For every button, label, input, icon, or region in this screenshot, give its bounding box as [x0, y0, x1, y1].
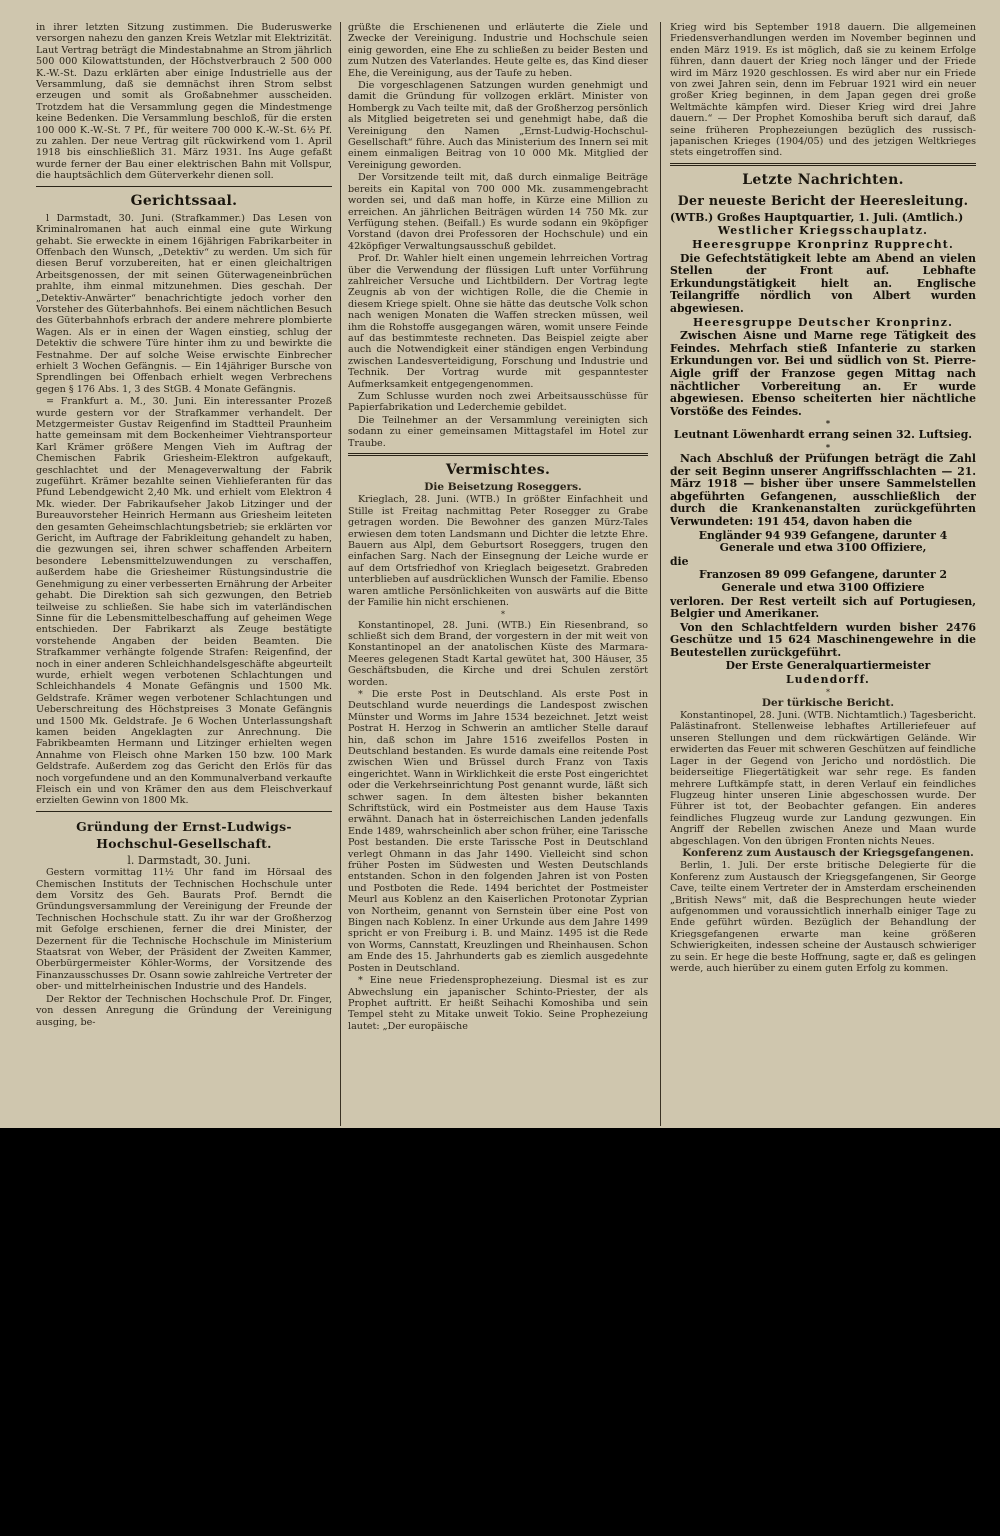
- report-paragraph: Die Gefechtstätigkeit lebte am Abend an vielen Stellen der Front auf. Lebhafte Erkundungstätigkeit hielt an. Englische Teilangriffe nördlich von Albert wurden abgewiesen.: [670, 251, 976, 316]
- subheading-turkish-report: Der türkische Bericht.: [761, 696, 895, 709]
- separator-line: [36, 186, 332, 187]
- news-item-krieglach: Krieglach, 28. Juni. (WTB.) In größter Einfachheit und Stille ist Freitag nachmittag Peter Rosegger zu Grabe getragen worden. Die Bewohner des ganzen Mürz-Tales erwiesen dem toten Landsmann und Dichter die letzte Ehre. Bauern aus Alpl, dem Geburtsort Roseggers, trugen den einfachen Sarg. Nach der Einsegnung der Leiche wurde er auf dem Ortsfriedhof von Krieglach beigesetzt. Grabreden unterblieben auf ausdrücklichen Wunsch der Familie. Ebenso waren amtliche Persönlichkeiten von auswärts auf die Bitte der Familie hin nicht erschienen.: [348, 494, 648, 609]
- column-1: [36, 22, 332, 1126]
- double-separator: [670, 163, 976, 166]
- army-report: [670, 212, 976, 687]
- article-heading-hochschul-gesellschaft: Gründung der Ernst-Ludwigs-Hochschul-Gesellschaft.: [76, 818, 292, 851]
- court-report-frankfurt: = Frankfurt a. M., 30. Juni. Ein interessanter Prozeß wurde gestern vor der Strafkammer verhandelt. Der Metzgermeister Gustav Reigenfind im Stadtteil Praunheim hatte gemeinsam mit dem Bockenheimer Viehtransporteur Karl Krämer größere Mengen Vieh im Auftrag der Chemischen Fabrik Griesheim-Elektron aufgekauft, geschlachtet und der Menageverwaltung der Fabrik zugeführt. Krämer bezahlte seinen Viehlieferanten für das Pfund Lebendgewicht 2,40 Mk. und erhielt vom Elektron 4 Mk. wieder. Der Fabrikaufseher Jakob Litzinger und der Bureauvorsteher Heinrich Hermann aus Griesheim leiteten den gesamten Geheimschlachtungsbetrieb; sie erklärten vor Gericht, im Auftrage der Fabrikleitung gehandelt zu haben, die gezwungen sei, ihren schwer schaffenden Arbeitern besondere Lebensmittelzuwendungen zu verschaffen, außerdem habe die Griesheimer Rüstungsindustrie die Genehmigung zu einer verbesserten Ernährung der Arbeiter gehabt. Die Direktion sah sich gezwungen, den Betrieb teilweise zu schließen. Sie habe sich im vaterländischen Sinne für die Lebensmittelbeschaffung auf geheimen Wege entschieden. Der Fabrikarzt als Zeuge bestätigte vorstehende Angaben der beiden Beamten. Die Strafkammer verhängte folgende Strafen: Reigenfind, der noch in einer anderen Schleichhandelsgeschäfte abgeurteilt wurde, erhielt wegen verbotenen Schlachtungen und Schleichhandels 4 Monate Gefängnis und 1500 Mk. Geldstrafe. Krämer wegen verbotener Schlachtungen und Ueberschreitung des Höchstpreises 3 Monate Gefängnis und 1500 Mk. Geldstrafe. Je 6 Wochen Unterlassungshaft kamen beiden Angeklagten zur Anrechnung. Die Fabrikbeamten Hermann und Litzinger erhielten wegen Annahme von Fleisch ohne Marken 150 bzw. 100 Mark Geldstrafe. Außerdem zog das Gericht den Erlös für das noch vorgefundene und an den Kommunalverband verkaufte Fleisch ein und von Krämer den aus dem Fleischverkauf erzielten Gewinn von 1800 Mk.: [36, 396, 332, 807]
- section-heading-gerichtssaal: Gerichtssaal.: [130, 192, 238, 209]
- article-paragraph: Prof. Dr. Wahler hielt einen ungemein lehrreichen Vortrag über die Verwendung der flüssigen Luft unter Vorführung zahlreicher Versuche und Lichtbildern. Der Vortrag legte Zeugnis ab von der wichtigen Rolle, die die Chemie in diesem Kriege spielt. Ohne sie hätte das deutsche Volk schon nach wenigen Monaten die Waffen strecken müssen, weil ihm die Rohstoffe ausgegangen wären, womit unsere Feinde auf das bestimmteste rechneten. Das Beispiel zeigte aber auch die Notwendigkeit einer ständigen engen Verbindung zwischen Landesverteidigung, Forschung und Industrie und Technik. Der Vortrag wurde mit gespanntester Aufmerksamkeit entgegengenommen.: [348, 253, 648, 390]
- report-paragraph: Zwischen Aisne und Marne rege Tätigkeit des Feindes. Mehrfach stieß Infanterie zu starken Erkundungen vor. Bei und südlich von St. Pierre-Aigle griff der Franzose gegen Mittag nach nächtlicher Vorbereitung an. Er wurde abgewiesen. Ebenso scheiterten hier nächtliche Vorstöße des Feindes.: [670, 329, 976, 418]
- article-paragraph: Gestern vormittag 11½ Uhr fand im Hörsaal des Chemischen Instituts der Technischen Hochschule unter dem Vorsitz des Geh. Baurats Prof. Berndt die Gründungsversammlung der Vereinigung der Freunde der Technischen Hochschule statt. Zu ihr war der Großherzog mit Gefolge erschienen, ferner die drei Minister, der Dezernent für die Technische Hochschule im Ministerium Staatsrat von Weber, der Präsident der Zweiten Kammer, Oberbürgermeister Köhler-Worms, der Vorsitzende des Finanzausschusses Dr. Osann sowie zahlreiche Vertreter der ober- und mittelrheinischen Industrie und des Handels.: [36, 867, 332, 993]
- report-paragraph: Von den Schlachtfeldern wurden bisher 2476 Geschütze und 15 624 Maschinengewehre in die Beutestellen zurückgeführt.: [670, 620, 976, 659]
- section-heading-vermischtes: Vermischtes.: [445, 462, 551, 479]
- report-paragraph: Konstantinopel, 28. Juni. (WTB. Nichtamtlich.) Tagesbericht. Palästinafront. Stellenweise lebhaftes Artilleriefeuer auf unseren Stellungen und dem rückwärtigen Gelände. Wir erwiderten das Feuer mit schweren Geschützen auf feindliche Lager in der Gegend von Jericho und nordöstlich. Die beiderseitige Fliegertätigkeit war sehr rege. Es fanden mehrere Luftkämpfe statt, in deren Verlauf ein feindliches Flugzeug hinter unseren Linie abgeschossen wurde. Der Führer ist tot, der Beobachter gefangen. Ein anderes feindliches Flugzeug wurde zur Landung gezwungen. Ein Angriff der Rebellen zwischen Aneze und Maan wurde abgeschlagen. Von den übrigen Fronten nichts Neues.: [670, 710, 976, 847]
- signature-name: Ludendorff.: [785, 673, 870, 687]
- news-item-konstantinopel: Konstantinopel, 28. Juni. (WTB.) Ein Riesenbrand, so schließt sich dem Brand, der vorgestern in der mit weit von Konstantinopel an der anatolischen Küste des Marmara-Meeres gelegenen Stadt Kartal gewütet hat, 300 Häuser, 35 Geschäftsbuden, die Kirche und drei Schulen zerstört worden.: [348, 619, 648, 688]
- subheading-west: Westlicher Kriegsschauplatz.: [717, 224, 929, 238]
- news-item-erste-post: * Die erste Post in Deutschland. Als erste Post in Deutschland wurde neuerdings die Landespost zwischen Münster und Worms im Jahre 1534 bezeichnet. Jetzt weist Postrat H. Herzog in Schwerin an amtlicher Stelle darauf hin, daß schon im Jahre 1516 zweifellos Posten in Deutschland bestanden. Es wurde damals eine reitende Post zwischen Wien und Brüssel durch Franz von Taxis eingerichtet. Wann in Wirklichkeit die erste Post eingerichtet oder die Verkehrseinrichtung Post genannt wurde, läßt sich schwer sagen. In dem ältesten bisher bekannten Schriftstück, wird ein Postmeister aus dem Hause Taxis erwähnt. Danach hat in österreichischen Landen jedenfalls Ende 1489, wahrscheinlich aber schon früher, eine Tarissche Post bestanden. Die erste Tarissche Post in Deutschland verlegt Ohmann in das Jahr 1490. Vielleicht sind schon früher Posten im Südwesten und Westen Deutschlands entstanden. Schon in den folgenden Jahren ist von Posten und Postboten die Rede. 1494 berichtet der Postmeister Meurl aus Koblenz an den Kaiserlichen Protonotar Zyprian von Northeim, genannt von Sernstein über eine Post von Bingen nach Koblenz. In einer Urkunde aus dem Jahre 1499 spricht er von Freiburg i. B. und Mainz. 1495 ist die Rede von Worms, Cannstatt, Kreuzlingen und Rheinhausen. Schon am Ende des 15. Jahrhunderts gab es ziemlich ausgedehnte Posten in Deutschland.: [348, 688, 648, 974]
- article-heading-heeresbericht: Der neueste Bericht der Heeresleitung.: [677, 192, 969, 208]
- article-continuation: Krieg wird bis September 1918 dauern. Die allgemeinen Friedensverhandlungen werden im November beginnen und enden März 1919. Es ist möglich, daß sie zu keinem Erfolge führen, dann dauert der Krieg noch länger und der Friede wird im März 1920 geschlossen. Es wird aber nur ein Friede von zwei Jahren sein, denn im Februar 1921 wird ein neuer großer Krieg beginnen, in dem Japan gegen drei große Weltmächte kämpfen wird. Dieser Krieg wird drei Jahre dauern.“ — Der Prophet Komoshiba beruft sich darauf, daß seine früheren Prophezeiungen bezüglich des russisch-japanischen Krieges (1904/05) und des jetzigen Weltkrieges stets eingetroffen sind.: [670, 22, 976, 159]
- report-paragraph: Berlin, 1. Juli. Der erste britische Delegierte für die Konferenz zum Austausch der Kriegsgefangenen, Sir George Cave, teilte einem Vertreter der in Amsterdam erscheinenden „British News“ mit, daß die Besprechungen heute wieder aufgenommen und voraussichtlich innerhalb einiger Tage zu Ende geführt würden. Bezüglich der Behandlung der Kriegsgefangenen erwarte man keine größeren Schwierigkeiten, indessen scheine der Austausch schwieriger zu sein. Er hege die beste Hoffnung, sagte er, daß es gelingen werde, auch hierüber zu einem guten Erfolg zu kommen.: [670, 860, 976, 974]
- section-heading-letzte-nachrichten: Letzte Nachrichten.: [742, 171, 904, 188]
- court-report-darmstadt: l Darmstadt, 30. Juni. (Strafkammer.) Das Lesen von Kriminalromanen hat auch einmal eine gute Wirkung gehabt. Sie erweckte in einem 16jährigen Fabrikarbeiter in Offenbach den Wunsch, „Detektiv“ zu werden. Um sich für diesen Beruf vorzubereiten, hat er einen gleichaltrigen Arbeitsgenossen, der mit seinen Güterwageneinbrüchen prahlte, ihm einmal mitzunehmen. Dies geschah. Der „Detektiv-Anwärter“ benachrichtigte jedoch vorher den Vorsteher des Güterbahnhofs. Bei einem nächtlichen Besuch des Güterbahnhofs erbrach der andere mehrere plombierte Wagen. Als er in einen der Wagen einstieg, schlug der Detektiv die schwere Türe hinter ihm zu und bewirkte die Festnahme. Der auf solche Weise erwischte Einbrecher erhielt 3 Wochen Gefängnis. — Ein 14jähriger Bursche von Sprendlingen bei Offenbach erhielt wegen Verbrechens gegen § 176 Abs. 1, 3 des StGB. 4 Monate Gefängnis.: [36, 212, 332, 395]
- article-paragraph: Die Teilnehmer an der Versammlung vereinigten sich sodann zu einer gemeinsamen Mittagstafel im Hotel zur Traube.: [348, 414, 648, 449]
- article-paragraph: Die vorgeschlagenen Satzungen wurden genehmigt und damit die Gründung für vollzogen erklärt. Minister von Hombergk zu Vach teilte mit, daß der Großherzog persönlich als Mitglied beigetreten sei und genehmigt habe, daß die Vereinigung den Namen „Ernst-Ludwig-Hochschul-Gesellschaft“ führe. Auch das Ministerium des Innern sei mit einem einmaligen Beitrag von 10 000 Mk. Mitglied der Vereinigung geworden.: [348, 80, 648, 171]
- article-paragraph: Der Vorsitzende teilt mit, daß durch einmalige Beiträge bereits ein Kapital von 700 000 Mk. zusammengebracht worden sei, und daß man hoffe, in Kürze eine Million zu erreichen. An jährlichen Beiträgen würden 14 750 Mk. zur Verfügung stehen. (Beifall.) Es wurde sodann ein 9köpfiger Vorstand (davon drei Professoren der Hochschule) und ein 42köpfiger Verwaltungsausschuß gebildet.: [348, 172, 648, 252]
- report-paragraph: Nach Abschluß der Prüfungen beträgt die Zahl der seit Beginn unserer Angriffsschlachten — 21. März 1918 — bisher über unsere Sammelstellen abgeführten Gefangenen, ausschließlich der durch die Krankenanstalten zurückgeführten Verwundeten: 191 454, davon haben die: [670, 451, 976, 528]
- report-line-loewenhardt: Leutnant Löwenhardt errang seinen 32. Luftsieg.: [673, 428, 973, 442]
- dateline: l. Darmstadt, 30. Juni.: [127, 853, 251, 867]
- subheading-rosegger: Die Beisetzung Roseggers.: [424, 481, 582, 494]
- double-separator: [348, 453, 648, 456]
- star-divider: *: [825, 418, 831, 429]
- subheading-rupprecht: Heeresgruppe Kronprinz Rupprecht.: [692, 238, 954, 252]
- column-rule: [660, 22, 661, 1126]
- star-divider: *: [825, 441, 831, 452]
- signature-title: Der Erste Generalquartiermeister: [725, 659, 931, 673]
- subheading-kronprinz: Heeresgruppe Deutscher Kronprinz.: [692, 315, 954, 329]
- star-divider: *: [826, 687, 830, 697]
- separator-line: [36, 811, 332, 812]
- report-line-englaender: Engländer 94 939 Gefangene, darunter 4 Generale und etwa 3100 Offiziere,: [698, 528, 948, 555]
- subheading-konferenz: Konferenz zum Austausch der Kriegsgefangenen.: [682, 846, 974, 859]
- article-paragraph: Zum Schlusse wurden noch zwei Arbeitsausschüsse für Papierfabrikation und Lederchemie gebildet.: [348, 391, 648, 414]
- news-item-prophezeiung: * Eine neue Friedensprophezeiung. Diesmal ist es zur Abwechslung ein japanischer Schinto-Priester, der als Prophet auftritt. Er heißt Seihachi Komoshiba und sein Tempel steht zu Mitake unweit Tokio. Seine Prophezeiung lautet: „Der europäische: [348, 975, 648, 1032]
- report-dateline: (WTB.) Großes Hauptquartier, 1. Juli. (Amtlich.): [670, 210, 964, 224]
- report-line-franzosen: Franzosen 89 099 Gefangene, darunter 2 Generale und etwa 3100 Offiziere: [699, 568, 947, 594]
- column-2: [348, 22, 648, 1126]
- article-continuation: in ihrer letzten Sitzung zustimmen. Die Buderuswerke versorgen nahezu den ganzen Kreis Wetzlar mit Elektrizität. Laut Vertrag beträgt die Mindestabnahme an Strom jährlich 500 000 Kilowattstunden, der Höchstverbrauch 2 500 000 K.-W.-St. Dazu erklärten aber einige Industrielle aus der Versammlung, daß sie demnächst ihren Strom selbst erzeugen und somit als Großabnehmer ausscheiden. Trotzdem hat die Versammlung gegen die Mindestmenge keine Bedenken. Die Versammlung beschloß, für die ersten 100 000 K.-W.-St. 7 Pf., für weitere 700 000 K.-W.-St. 6½ Pf. zu zahlen. Der neue Vertrag gilt rückwirkend vom 1. April 1918 bis einschließlich 31. März 1931. Ins Auge gefaßt wurde ferner der Bau einer elektrischen Bahn mit Vollspur, die hauptsächlich dem Güterverkehr dienen soll.: [36, 22, 332, 182]
- article-paragraph: Der Rektor der Technischen Hochschule Prof. Dr. Finger, von dessen Anregung die Gründung der Vereinigung ausging, be-: [36, 993, 332, 1028]
- report-paragraph: verloren. Der Rest verteilt sich auf Portugiesen, Belgier und Amerikaner.: [670, 594, 976, 621]
- column-rule: [340, 22, 341, 1126]
- column-3: [670, 22, 976, 1126]
- article-continuation: grüßte die Erschienenen und erläuterte die Ziele und Zwecke der Vereinigung. Industrie und Hochschule seien einig geworden, eine Ehe zu schließen zu beider Besten und zum Nutzen des Vaterlandes. Heute gelte es, das Kind dieser Ehe, die Vereinigung, aus der Taufe zu heben.: [348, 22, 648, 79]
- report-word: die: [670, 554, 689, 568]
- star-divider: *: [501, 609, 505, 619]
